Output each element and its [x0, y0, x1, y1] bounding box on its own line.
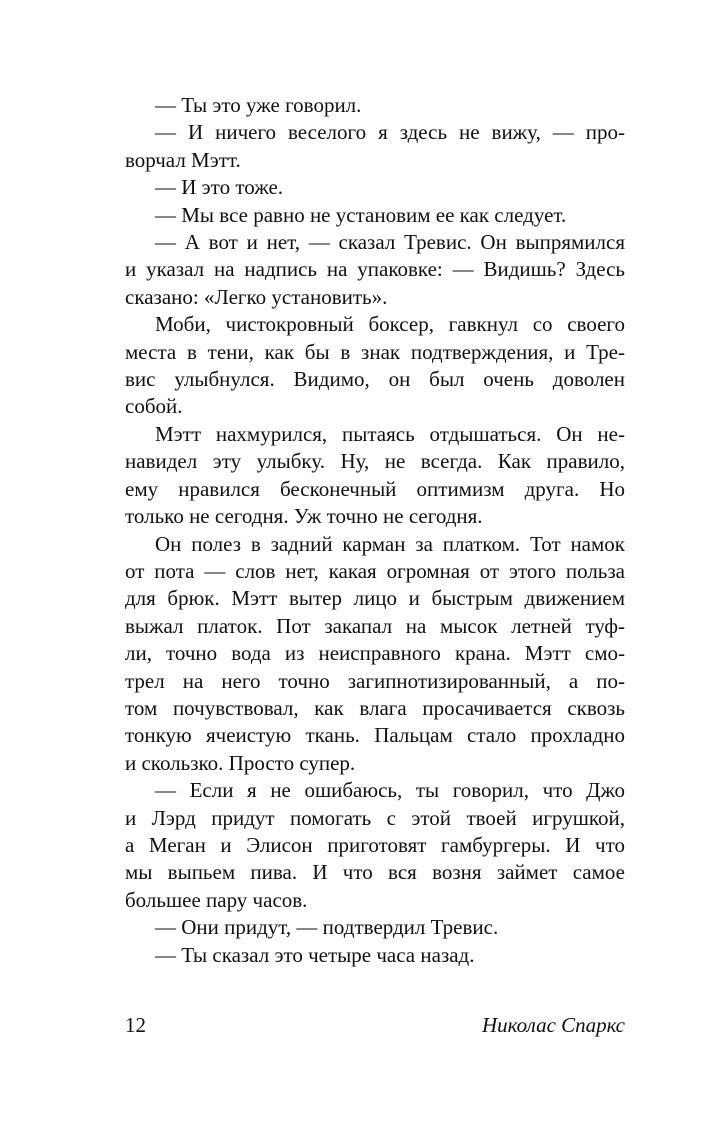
text-line: большее пару часов. — [125, 887, 308, 912]
paragraph — [125, 942, 625, 969]
text-line: и скользко. Просто супер. — [125, 750, 356, 775]
text-line: тонкую ячеистую ткань. Пальцам стало прохладно — [125, 723, 625, 748]
paragraph — [125, 311, 625, 421]
text-line: — Если я не ошибаюсь, ты говорил, что Джо — [155, 778, 625, 803]
text-line: ли, точно вода из неисправного крана. Мэтт смо- — [125, 641, 625, 666]
page-body — [125, 92, 625, 969]
text-line: — А вот и нет, — сказал Тревис. Он выпрямился — [155, 230, 625, 255]
paragraph — [125, 914, 625, 941]
text-line: вис улыбнулся. Видимо, он был очень доволен — [125, 367, 625, 392]
text-line: мы выпьем пива. И что вся возня займет самое — [125, 860, 625, 885]
running-author: Николас Спаркс — [481, 1013, 625, 1037]
text-line: и Лэрд придут помогать с этой твоей игрушкой, — [125, 805, 625, 830]
text-line: Моби, чистокровный боксер, гавкнул со своего — [155, 312, 625, 337]
text-line: выжал платок. Пот закапал на мысок летней туф- — [125, 613, 625, 638]
text-line: места в тени, как бы в знак подтверждения, и Тре- — [125, 339, 625, 364]
page-footer — [125, 1013, 625, 1043]
text-line: — И это тоже. — [155, 175, 284, 200]
text-line: собой. — [125, 394, 183, 419]
text-line: ему нравился бесконечный оптимизм друга. Но — [125, 476, 625, 501]
text-line: а Меган и Элисон приготовят гамбургеры. И что — [125, 832, 625, 857]
paragraph — [125, 202, 625, 229]
paragraph — [125, 421, 625, 531]
text-line: Он полез в задний карман за платком. Тот намок — [155, 531, 625, 556]
text-line: только не сегодня. Уж точно не сегодня. — [125, 504, 483, 529]
text-line: ворчал Мэтт. — [125, 147, 241, 172]
text-line: — Ты это уже говорил. — [155, 93, 362, 117]
page-number: 12 — [125, 1013, 146, 1037]
text-line: — Мы все равно не установим ее как следует. — [155, 202, 567, 227]
paragraph — [125, 119, 625, 174]
text-line: трел на него точно загипнотизированный, а по- — [125, 668, 625, 693]
paragraph — [125, 531, 625, 778]
paragraph — [125, 92, 625, 119]
text-line: и указал на надпись на упаковке: — Видишь? Здесь — [125, 257, 625, 282]
text-line: навидел эту улыбку. Ну, не всегда. Как правило, — [125, 449, 625, 474]
text-line: Мэтт нахмурился, пытаясь отдышаться. Он не- — [155, 421, 625, 446]
text-line: — Ты сказал это четыре часа назад. — [155, 942, 475, 967]
text-line: — И ничего веселого я здесь не вижу, — про- — [155, 120, 625, 145]
text-line: сказано: «Легко установить». — [125, 284, 388, 309]
text-line: том почувствовал, как влага просачивается сквозь — [125, 695, 625, 720]
text-line: от пота — слов нет, какая огромная от этого польза — [125, 558, 625, 583]
text-line: — Они придут, — подтвердил Тревис. — [155, 915, 499, 940]
paragraph — [125, 174, 625, 201]
paragraph — [125, 229, 625, 311]
paragraph — [125, 777, 625, 914]
text-line: для брюк. Мэтт вытер лицо и быстрым движением — [125, 586, 625, 611]
